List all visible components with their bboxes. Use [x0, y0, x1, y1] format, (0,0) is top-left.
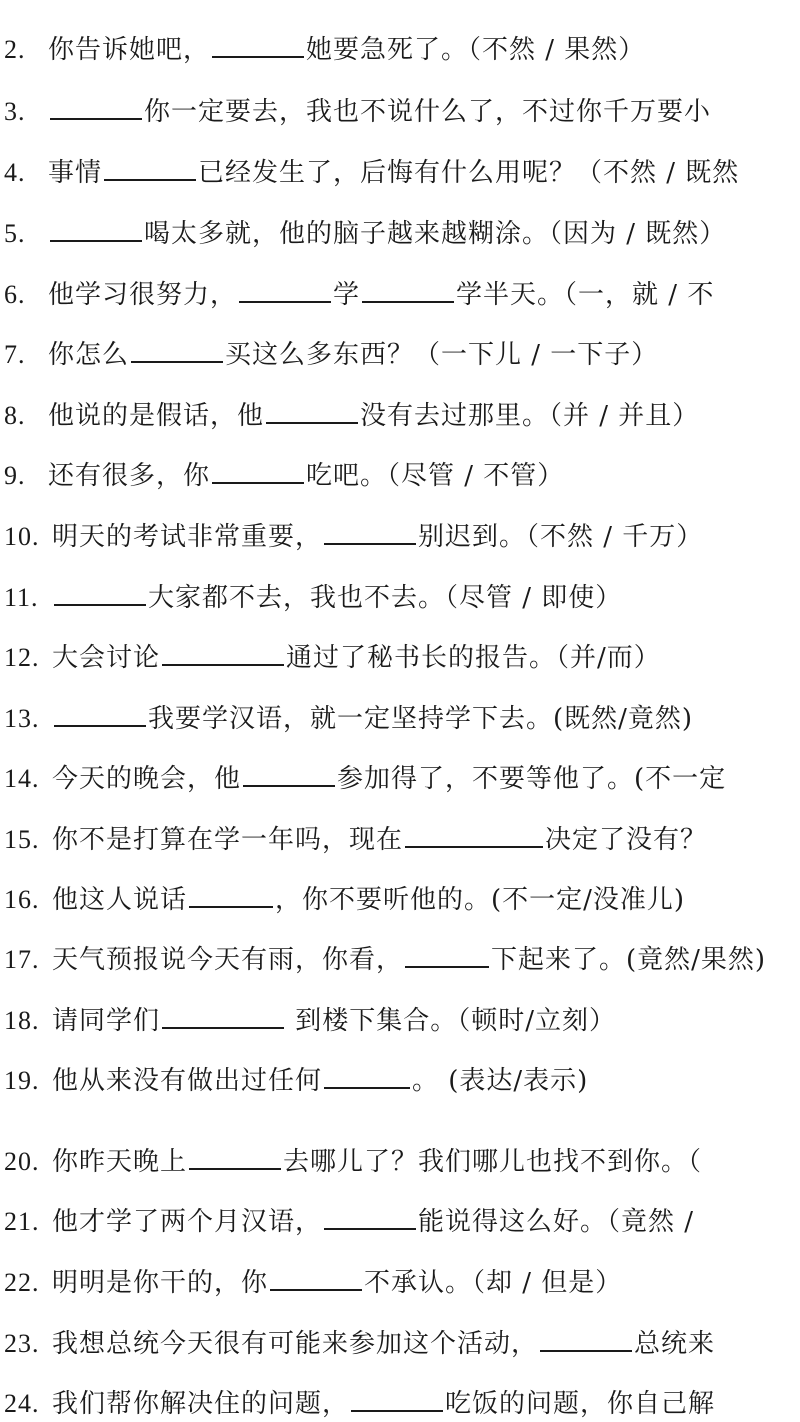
item-number: 11.: [4, 583, 39, 612]
answer-blank[interactable]: [212, 456, 304, 484]
item-text: 大家都不去，我也不去。（尽管 / 即使）: [148, 583, 623, 613]
answer-blank[interactable]: [405, 820, 543, 848]
item-number: 2.: [4, 35, 26, 64]
exercise-item: [4, 153, 739, 189]
item-number: 15.: [4, 825, 40, 854]
item-text: 吃吧。（尽管 / 不管）: [306, 461, 565, 491]
item-text: 你不是打算在学一年吗，现在: [52, 825, 404, 855]
item-text: 学: [333, 280, 361, 310]
item-number: 23.: [4, 1329, 40, 1358]
answer-blank[interactable]: [162, 1001, 284, 1029]
item-number: 3.: [4, 97, 26, 126]
exercise-item: [4, 940, 766, 976]
item-number: 17.: [4, 945, 40, 974]
item-number: 16.: [4, 885, 40, 914]
item-number: 7.: [4, 340, 26, 369]
item-text: 明明是你干的，你: [52, 1268, 269, 1298]
item-text: 明天的考试非常重要，: [52, 522, 323, 552]
exercise-item: [4, 1384, 715, 1420]
item-number: 6.: [4, 280, 26, 309]
exercise-item: [4, 30, 645, 66]
item-text: 决定了没有？: [545, 825, 708, 855]
exercise-item: [4, 456, 564, 492]
item-text: 他说的是假话，他: [48, 401, 265, 431]
item-text: 。 (表达/表示): [412, 1066, 589, 1096]
answer-blank[interactable]: [189, 1142, 281, 1170]
exercise-item: [4, 1142, 702, 1178]
answer-blank[interactable]: [243, 759, 335, 787]
answer-blank[interactable]: [270, 1263, 362, 1291]
item-text: 别迟到。（不然 / 千万）: [418, 522, 704, 552]
item-text: 你怎么: [48, 340, 130, 370]
answer-blank[interactable]: [405, 940, 489, 968]
item-number: 14.: [4, 764, 40, 793]
cropped-previous-line: [0, 0, 800, 6]
answer-blank[interactable]: [50, 214, 142, 242]
item-text: 她要急死了。（不然 / 果然）: [306, 35, 646, 65]
item-text: 我要学汉语，就一定坚持学下去。(既然/竟然): [148, 704, 694, 734]
item-text: 他学习很努力，: [48, 280, 238, 310]
answer-blank[interactable]: [362, 275, 454, 303]
item-number: 19.: [4, 1066, 40, 1095]
exercise-item: [4, 396, 699, 432]
item-text: 没有去过那里。（并 / 并且）: [360, 401, 700, 431]
item-text: 他这人说话: [52, 885, 188, 915]
answer-blank[interactable]: [189, 880, 273, 908]
item-text: 买这么多东西？（一下儿 / 一下子）: [225, 340, 659, 370]
item-text: 不承认。（却 / 但是）: [364, 1268, 623, 1298]
exercise-item: [4, 1263, 622, 1299]
item-text: 我们帮你解决住的问题，: [52, 1389, 350, 1419]
item-number: 21.: [4, 1207, 40, 1236]
exercise-item: [4, 92, 711, 128]
exercise-item: [4, 578, 622, 614]
item-text: 喝太多就，他的脑子越来越糊涂。（因为 / 既然）: [144, 219, 727, 249]
answer-blank[interactable]: [324, 1061, 410, 1089]
item-text: 请同学们: [52, 1006, 161, 1036]
exercise-item: [4, 214, 726, 250]
answer-blank[interactable]: [212, 30, 304, 58]
item-number: 9.: [4, 461, 26, 490]
answer-blank[interactable]: [54, 699, 146, 727]
item-number: 12.: [4, 643, 40, 672]
item-number: 18.: [4, 1006, 40, 1035]
item-number: 4.: [4, 158, 26, 187]
exercise-item: [4, 699, 693, 735]
exercise-item: [4, 275, 714, 311]
item-text: 吃饭的问题，你自己解: [445, 1389, 716, 1419]
exercise-item: [4, 1202, 694, 1238]
item-text: 去哪儿了？我们哪儿也找不到你。（: [283, 1147, 703, 1177]
item-number: 13.: [4, 704, 40, 733]
exercise-item: [4, 1061, 588, 1097]
item-text: 到楼下集合。（顿时/立刻）: [286, 1006, 617, 1036]
item-text: 今天的晚会，他: [52, 764, 242, 794]
answer-blank[interactable]: [54, 0, 146, 6]
item-text: 他从来没有做出过任何: [52, 1066, 323, 1096]
answer-blank[interactable]: [162, 638, 284, 666]
answer-blank[interactable]: [54, 578, 146, 606]
item-number: 5.: [4, 219, 26, 248]
item-number: 8.: [4, 401, 26, 430]
exercise-item: [4, 638, 661, 674]
item-text: 天气预报说今天有雨，你看，: [52, 945, 404, 975]
answer-blank[interactable]: [324, 517, 416, 545]
item-text: 已经发生了，后悔有什么用呢？（不然 / 既然: [198, 158, 740, 188]
item-text: 总统来: [634, 1329, 716, 1359]
answer-blank[interactable]: [540, 1324, 632, 1352]
item-text: 他才学了两个月汉语，: [52, 1207, 323, 1237]
exercise-item: [4, 759, 726, 795]
item-text: 还有很多，你: [48, 461, 211, 491]
item-text: 通过了秘书长的报告。（并/而）: [286, 643, 661, 673]
item-text: 我想总统今天很有可能来参加这个活动，: [52, 1329, 539, 1359]
exercise-item: [4, 335, 658, 371]
item-text: 能说得这么好。（竟然 /: [418, 1207, 695, 1237]
item-number: 24.: [4, 1389, 40, 1418]
exercise-item: [4, 820, 707, 856]
answer-blank[interactable]: [324, 1202, 416, 1230]
item-text: 大会讨论: [52, 643, 161, 673]
item-text: 参加得了，不要等他了。(不一定: [337, 764, 727, 794]
item-text: 学半天。（一，就 / 不: [456, 280, 715, 310]
item-text: 你告诉她吧，: [48, 35, 211, 65]
item-number: 10.: [4, 522, 40, 551]
item-number: 22.: [4, 1268, 40, 1297]
exercise-item: [4, 880, 685, 916]
answer-blank[interactable]: [239, 275, 331, 303]
answer-blank[interactable]: [351, 1384, 443, 1412]
exercise-item: [4, 1324, 715, 1360]
answer-blank[interactable]: [266, 396, 358, 424]
exercise-item: [4, 517, 703, 553]
answer-blank[interactable]: [104, 153, 196, 181]
item-text: 下起来了。(竟然/果然): [491, 945, 767, 975]
item-number: 20.: [4, 1147, 40, 1176]
item-text: 你昨天晚上: [52, 1147, 188, 1177]
item-text: 你一定要去，我也不说什么了，不过你千万要小: [144, 97, 712, 127]
answer-blank[interactable]: [50, 92, 142, 120]
item-text: 事情: [48, 158, 103, 188]
answer-blank[interactable]: [131, 335, 223, 363]
item-text: ，你不要听他的。(不一定/没准儿): [275, 885, 686, 915]
exercise-item: [4, 1001, 616, 1037]
